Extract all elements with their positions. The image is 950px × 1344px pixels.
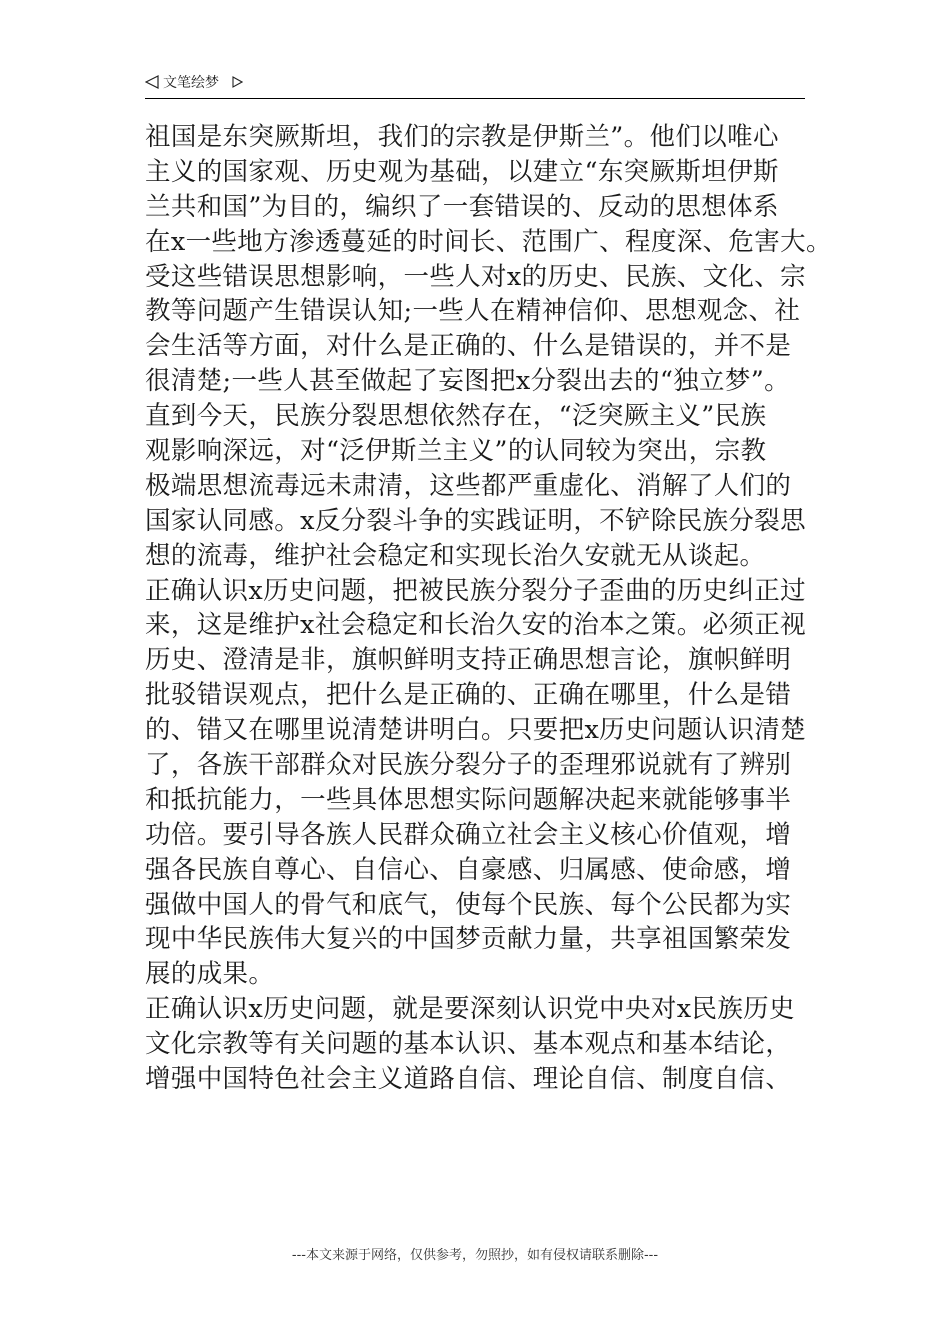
text-line: 很清楚;一些人甚至做起了妄图把x分裂出去的“独立梦”。: [145, 366, 790, 397]
text-line: 观影响深远，对“泛伊斯兰主义”的认同较为突出，宗教: [145, 436, 767, 467]
text-line: 的、错又在哪里说清楚讲明白。只要把x历史问题认识清楚: [145, 715, 806, 746]
text-line: 国家认同感。x反分裂斗争的实践证明，不铲除民族分裂思: [145, 505, 806, 536]
text-line: 极端思想流毒远未肃清，这些都严重虚化、消解了人们的: [145, 470, 792, 501]
text-line: 批驳错误观点，把什么是正确的、正确在哪里，什么是错: [145, 680, 792, 711]
text-line: 会生活等方面，对什么是正确的、什么是错误的，并不是: [145, 331, 792, 362]
text-line: 兰共和国”为目的，编织了一套错误的、反动的思想体系: [145, 191, 779, 222]
text-line: 和抵抗能力，一些具体思想实际问题解决起来就能够事半: [145, 784, 792, 815]
text-line: 在x一些地方渗透蔓延的时间长、范围广、程度深、危害大。: [145, 226, 832, 257]
text-line: 主义的国家观、历史观为基础，以建立“东突厥斯坦伊斯: [145, 156, 779, 187]
text-line: 功倍。要引导各族人民群众确立社会主义核心价值观，增: [145, 819, 792, 850]
text-line: 直到今天，民族分裂思想依然存在，“泛突厥主义”民族: [145, 401, 767, 432]
text-line: 来，这是维护x社会稳定和长治久安的治本之策。必须正视: [145, 610, 806, 641]
text-line: 想的流毒，维护社会稳定和实现长治久安就无从谈起。: [145, 540, 766, 571]
text-line: 正确认识x历史问题，把被民族分裂分子歪曲的历史纠正过: [145, 575, 806, 606]
text-line: 历史、澄清是非，旗帜鲜明支持正确思想言论，旗帜鲜明: [145, 645, 792, 676]
triangle-left-outline-icon: [145, 75, 159, 89]
header-brand: 文笔绘梦: [163, 75, 219, 91]
text-line: 强做中国人的骨气和底气，使每个民族、每个公民都为实: [145, 889, 792, 920]
text-line: 现中华民族伟大复兴的中国梦贡献力量，共享祖国繁荣发: [145, 924, 792, 955]
text-line: 正确认识x历史问题，就是要深刻认识党中央对x民族历史: [145, 994, 795, 1025]
text-line: 增强中国特色社会主义道路自信、理论自信、制度自信、: [145, 1064, 792, 1095]
text-line: 受这些错误思想影响，一些人对x的历史、民族、文化、宗: [145, 261, 806, 292]
document-body: [145, 120, 832, 1097]
text-line: 了，各族干部群众对民族分裂分子的歪理邪说就有了辨别: [145, 750, 792, 781]
triangle-right-outline-icon: [232, 76, 243, 88]
page-header: [145, 72, 805, 99]
text-line: 强各民族自尊心、自信心、自豪感、归属感、使命感，增: [145, 854, 792, 885]
text-line: 祖国是东突厥斯坦，我们的宗教是伊斯兰”。他们以唯心: [145, 122, 779, 152]
text-line: 文化宗教等有关问题的基本认识、基本观点和基本结论，: [145, 1029, 792, 1060]
text-line: 教等问题产生错误认知;一些人在精神信仰、思想观念、社: [145, 296, 801, 327]
text-line: 展的成果。: [145, 959, 275, 990]
page-footer: ---本文来源于网络，仅供参考，勿照抄，如有侵权请联系删除---: [291, 1248, 659, 1263]
